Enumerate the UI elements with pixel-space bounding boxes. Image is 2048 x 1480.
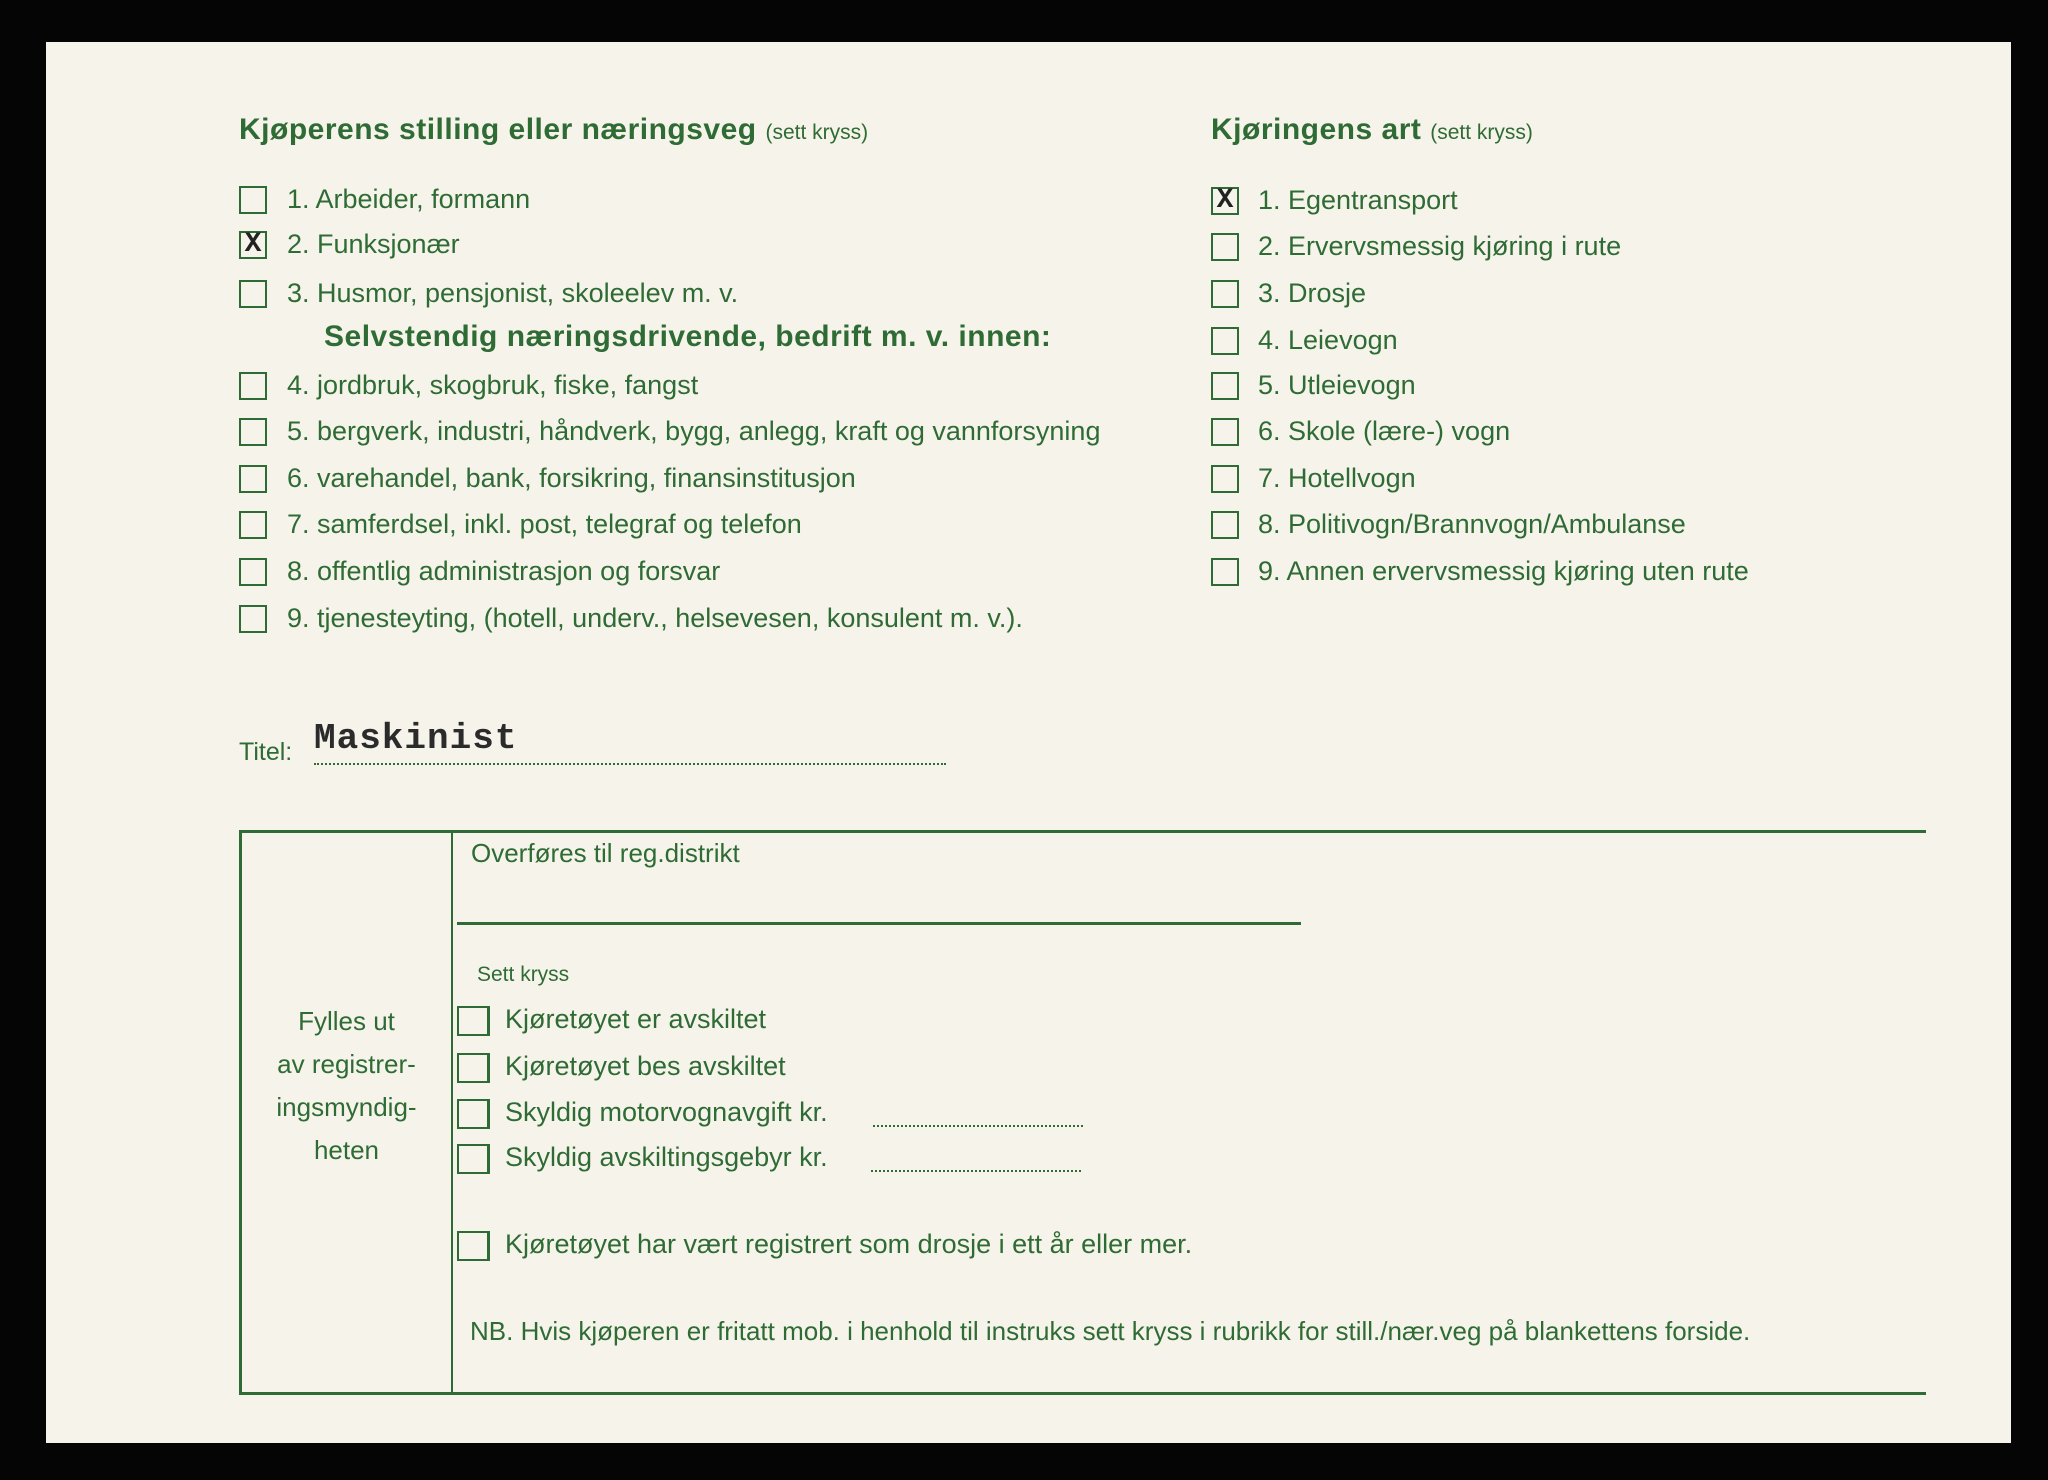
check-mark: X (244, 229, 262, 260)
check-mark: X (1216, 185, 1234, 216)
checkbox-left-7[interactable] (239, 511, 267, 539)
option-label-left-4: 4. jordbruk, skogbruk, fiske, fangst (287, 370, 699, 400)
checkbox-right-5[interactable] (1211, 372, 1239, 400)
registry-checkbox[interactable] (457, 1099, 487, 1129)
title-field[interactable] (314, 718, 946, 765)
option-label-right-1: 1. Egentransport (1258, 185, 1458, 215)
checkbox-left-2[interactable] (239, 231, 267, 259)
left-subheading: Selvstendig næringsdrivende, bedrift m. v. innen: (324, 320, 1052, 353)
checkbox-left-8[interactable] (239, 558, 267, 586)
left-heading-note: (sett kryss) (765, 121, 869, 144)
box-divider (451, 833, 453, 1392)
side-label-line: heten (313, 1135, 380, 1165)
right-heading (1211, 113, 1533, 147)
amount-field[interactable] (873, 1115, 1083, 1127)
option-label-left-6: 6. varehandel, bank, forsikring, finansinstitusjon (287, 463, 856, 493)
right-heading-note: (sett kryss) (1430, 121, 1533, 144)
option-label-left-7: 7. samferdsel, inkl. post, telegraf og telefon (287, 509, 802, 539)
registry-checkbox[interactable] (457, 1006, 487, 1036)
registry-checkbox[interactable] (457, 1144, 487, 1174)
checkbox-left-5[interactable] (239, 418, 267, 446)
registry-check-label: Skyldig motorvognavgift kr. (505, 1097, 828, 1127)
checkbox-right-7[interactable] (1211, 465, 1239, 493)
option-label-left-2: 2. Funksjonær (287, 229, 460, 259)
side-label-line: av registrer- (277, 1049, 416, 1079)
checkbox-right-3[interactable] (1211, 280, 1239, 308)
option-label-left-1: 1. Arbeider, formann (287, 184, 531, 214)
checkbox-left-9[interactable] (239, 605, 267, 633)
checkbox-right-1[interactable] (1211, 187, 1239, 215)
option-label-right-8: 8. Politivogn/Brannvogn/Ambulanse (1258, 509, 1686, 539)
title-label: Titel: (239, 738, 293, 766)
option-label-right-9: 9. Annen ervervsmessig kjøring uten rute (1258, 556, 1749, 586)
option-label-right-7: 7. Hotellvogn (1258, 463, 1416, 493)
checkbox-right-4[interactable] (1211, 327, 1239, 355)
box-bottom-border (239, 1392, 1926, 1395)
sett-kryss-label: Sett kryss (477, 963, 570, 986)
transfer-label: Overføres til reg.distrikt (471, 838, 740, 868)
option-label-right-3: 3. Drosje (1258, 278, 1367, 308)
registry-checkbox[interactable] (457, 1053, 487, 1083)
option-label-right-2: 2. Ervervsmessig kjøring i rute (1258, 231, 1622, 261)
registry-checkbox[interactable] (457, 1231, 487, 1261)
option-label-left-8: 8. offentlig administrasjon og forsvar (287, 556, 721, 586)
option-label-right-5: 5. Utleievogn (1258, 370, 1416, 400)
side-label-line: Fylles ut (298, 1006, 395, 1036)
amount-field[interactable] (871, 1160, 1081, 1172)
checkbox-left-3[interactable] (239, 280, 267, 308)
option-label-left-5: 5. bergverk, industri, håndverk, bygg, anlegg, kraft og vannforsyning (287, 416, 1101, 446)
left-heading (239, 113, 868, 147)
option-label-left-9: 9. tjenesteyting, (hotell, underv., helsevesen, konsulent m. v.). (287, 603, 1023, 633)
side-label-line: ingsmyndig- (276, 1092, 417, 1122)
checkbox-right-6[interactable] (1211, 418, 1239, 446)
registry-check-label: Kjøretøyet bes avskiltet (505, 1051, 786, 1081)
nb-note: NB. Hvis kjøperen er fritatt mob. i henhold til instruks sett kryss i rubrikk for still./nær.veg på blankettens forside. (470, 1316, 1751, 1346)
side-label (242, 1000, 451, 1172)
checkbox-right-8[interactable] (1211, 511, 1239, 539)
title-value: Maskinist (314, 718, 518, 759)
option-label-right-6: 6. Skole (lære-) vogn (1258, 416, 1511, 446)
registry-check-label: Kjøretøyet er avskiltet (505, 1004, 767, 1034)
registry-check-label: Skyldig avskiltingsgebyr kr. (505, 1142, 828, 1172)
box-top-border (239, 830, 1926, 833)
checkbox-left-1[interactable] (239, 186, 267, 214)
checkbox-left-4[interactable] (239, 372, 267, 400)
option-label-left-3: 3. Husmor, pensjonist, skoleelev m. v. (287, 278, 739, 308)
checkbox-left-6[interactable] (239, 465, 267, 493)
checkbox-right-2[interactable] (1211, 233, 1239, 261)
option-label-right-4: 4. Leievogn (1258, 325, 1398, 355)
right-heading-text: Kjøringens art (1211, 113, 1422, 146)
transfer-field-line[interactable] (457, 922, 1301, 925)
left-heading-text: Kjøperens stilling eller næringsveg (239, 113, 757, 146)
checkbox-right-9[interactable] (1211, 558, 1239, 586)
registry-check-label: Kjøretøyet har vært registrert som drosje i ett år eller mer. (505, 1229, 1193, 1259)
